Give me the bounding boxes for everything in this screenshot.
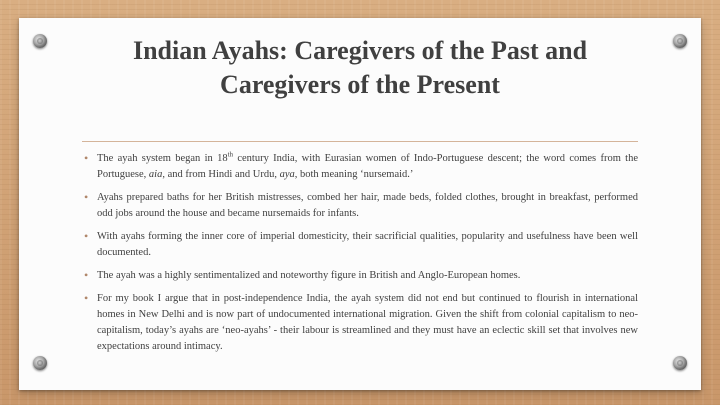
italic-term: aia [148,169,163,180]
slide-title [60,34,660,102]
pushpin-icon [33,34,47,48]
bullet-text: , both meaning ‘nursemaid.’ [294,169,414,180]
superscript: th [227,150,234,159]
pushpin-icon [33,356,47,370]
slide-title-line-2: Caregivers of the Present [220,70,500,99]
bullet-item: • With ayahs forming the inner core of imperial domesticity, their sacrificial qualities, popularity and usefulness have been well documented. [82,229,638,261]
bullet-text: The ayah system began in 18 [97,153,228,164]
bullet-text: century India, with Eurasian women of Indo-Portuguese descent; the word comes from the Portuguese, [97,153,638,180]
pushpin-icon [673,356,687,370]
bullet-item [82,151,638,183]
italic-term: aya [279,169,295,180]
bullet-text: , and from Hindi and Urdu, [162,169,280,180]
pushpin-icon [673,34,687,48]
slide-title-line-1: Indian Ayahs: Caregivers of the Past and [132,36,588,65]
title-divider [82,141,638,142]
bullet-item: • Ayahs prepared baths for her British mistresses, combed her hair, made beds, folded clothes, brought in breakfast, performed odd jobs around the house and became nursemaids for infants. [82,190,638,222]
bullet-item: • The ayah was a highly sentimentalized and noteworthy figure in British and Anglo-European homes. [82,268,638,284]
bullet-list [82,151,638,362]
bullet-item: • For my book I argue that in post-independence India, the ayah system did not end but continued to flourish in international homes in New Delhi and is now part of undocumented international migration. Given the shift from colonial capitalism to neo-capitalism, today’s ayahs are ‘neo-ayahs’ - their labour is streamlined and they must have an eclectic skill set that involves new expectations around intimacy. [82,291,638,355]
